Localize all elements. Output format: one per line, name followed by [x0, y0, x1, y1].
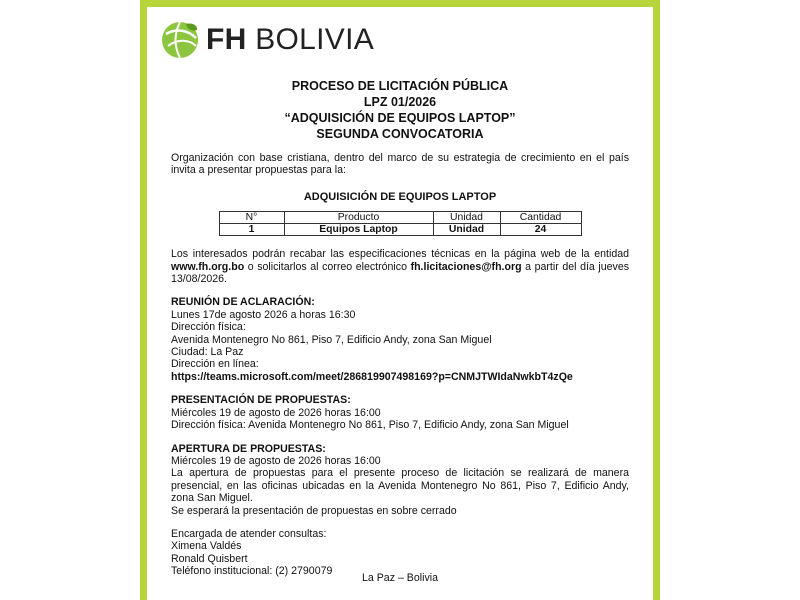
- table-header-row: [219, 212, 581, 224]
- meeting-city: Ciudad: La Paz: [171, 346, 244, 359]
- presentation-title: PRESENTACIÓN DE PROPUESTAS:: [171, 394, 351, 407]
- website-link[interactable]: www.fh.org.bo: [171, 260, 245, 273]
- brand-logo: [160, 20, 374, 60]
- heading-line-1: PROCESO DE LICITACIÓN PÚBLICA: [291, 79, 509, 93]
- logo-fh-text: FH: [206, 23, 247, 56]
- heading-line-2: LPZ 01/2026: [363, 95, 437, 109]
- opening-text: La apertura de propuestas para el presente proceso de licitación se realizará de manera presencial, en las oficinas ubicadas en la Avenida Montenegro No 861, Piso 7, Edificio Andy, zona San Miguel.: [171, 467, 629, 505]
- table-cell: 24: [500, 224, 581, 236]
- meeting-online-label: Dirección en línea:: [171, 358, 259, 371]
- meeting-link[interactable]: https://teams.microsoft.com/meet/286819907498169?p=CNMJTWIdaNwkbT4zQe: [171, 370, 573, 383]
- heading-line-4: SEGUNDA CONVOCATORIA: [316, 127, 484, 141]
- document-body: [171, 152, 629, 578]
- specs-text-1: Los interesados podrán recabar las especificaciones técnicas en la página web de la entidad: [171, 248, 629, 261]
- opening-date: Miércoles 19 de agosto de 2026 horas 16:00: [171, 454, 381, 467]
- meeting-address-label: Dirección física:: [171, 321, 246, 334]
- contact-phone: Teléfono institucional: (2) 2790079: [171, 565, 333, 578]
- contact-person-1: Ximena Valdés: [171, 540, 242, 553]
- table-header-cell: Producto: [284, 212, 433, 224]
- contacts-label: Encargada de atender consultas:: [171, 527, 327, 540]
- presentation-date: Miércoles 19 de agosto de 2026 horas 16:00: [171, 406, 381, 419]
- table-header-cell: Unidad: [433, 212, 500, 224]
- specs-text-2: o solicitarlos al correo electrónico: [244, 260, 411, 273]
- footer-location: La Paz – Bolivia: [362, 572, 438, 584]
- heading-line-3: “ADQUISICIÓN DE EQUIPOS LAPTOP”: [284, 111, 516, 125]
- table-cell: Unidad: [433, 224, 500, 236]
- items-table: [219, 211, 582, 236]
- logo-country-text: BOLIVIA: [255, 23, 375, 56]
- email-link[interactable]: fh.licitaciones@fh.org: [410, 260, 522, 273]
- meeting-address: Avenida Montenegro No 861, Piso 7, Edificio Andy, zona San Miguel: [171, 333, 492, 346]
- specs-text-3: a partir del día jueves 13/08/2026.: [171, 260, 630, 286]
- section-subtitle: ADQUISICIÓN DE EQUIPOS LAPTOP: [303, 190, 497, 203]
- table-header-cell: N°: [219, 212, 284, 224]
- opening-note: Se esperará la presentación de propuestas en sobre cerrado: [171, 504, 457, 517]
- table-cell: 1: [219, 224, 284, 236]
- opening-title: APERTURA DE PROPUESTAS:: [171, 442, 326, 455]
- table-cell: Equipos Laptop: [284, 224, 433, 236]
- intro-paragraph: Organización con base cristiana, dentro del marco de su estrategia de crecimiento en el país invita a presentar propuestas para la:: [171, 152, 629, 177]
- presentation-address: Dirección física: Avenida Montenegro No 861, Piso 7, Edificio Andy, zona San Miguel: [171, 419, 569, 432]
- contact-person-2: Ronald Quisbert: [171, 552, 248, 565]
- meeting-date: Lunes 17de agosto 2026 a horas 16:30: [171, 308, 356, 321]
- table-row: [219, 224, 581, 236]
- document-heading: [140, 78, 660, 142]
- leaf-ball-icon: [160, 20, 200, 60]
- specs-paragraph: [171, 248, 629, 285]
- table-header-cell: Cantidad: [500, 212, 581, 224]
- meeting-title: REUNIÓN DE ACLARACIÓN:: [171, 296, 315, 309]
